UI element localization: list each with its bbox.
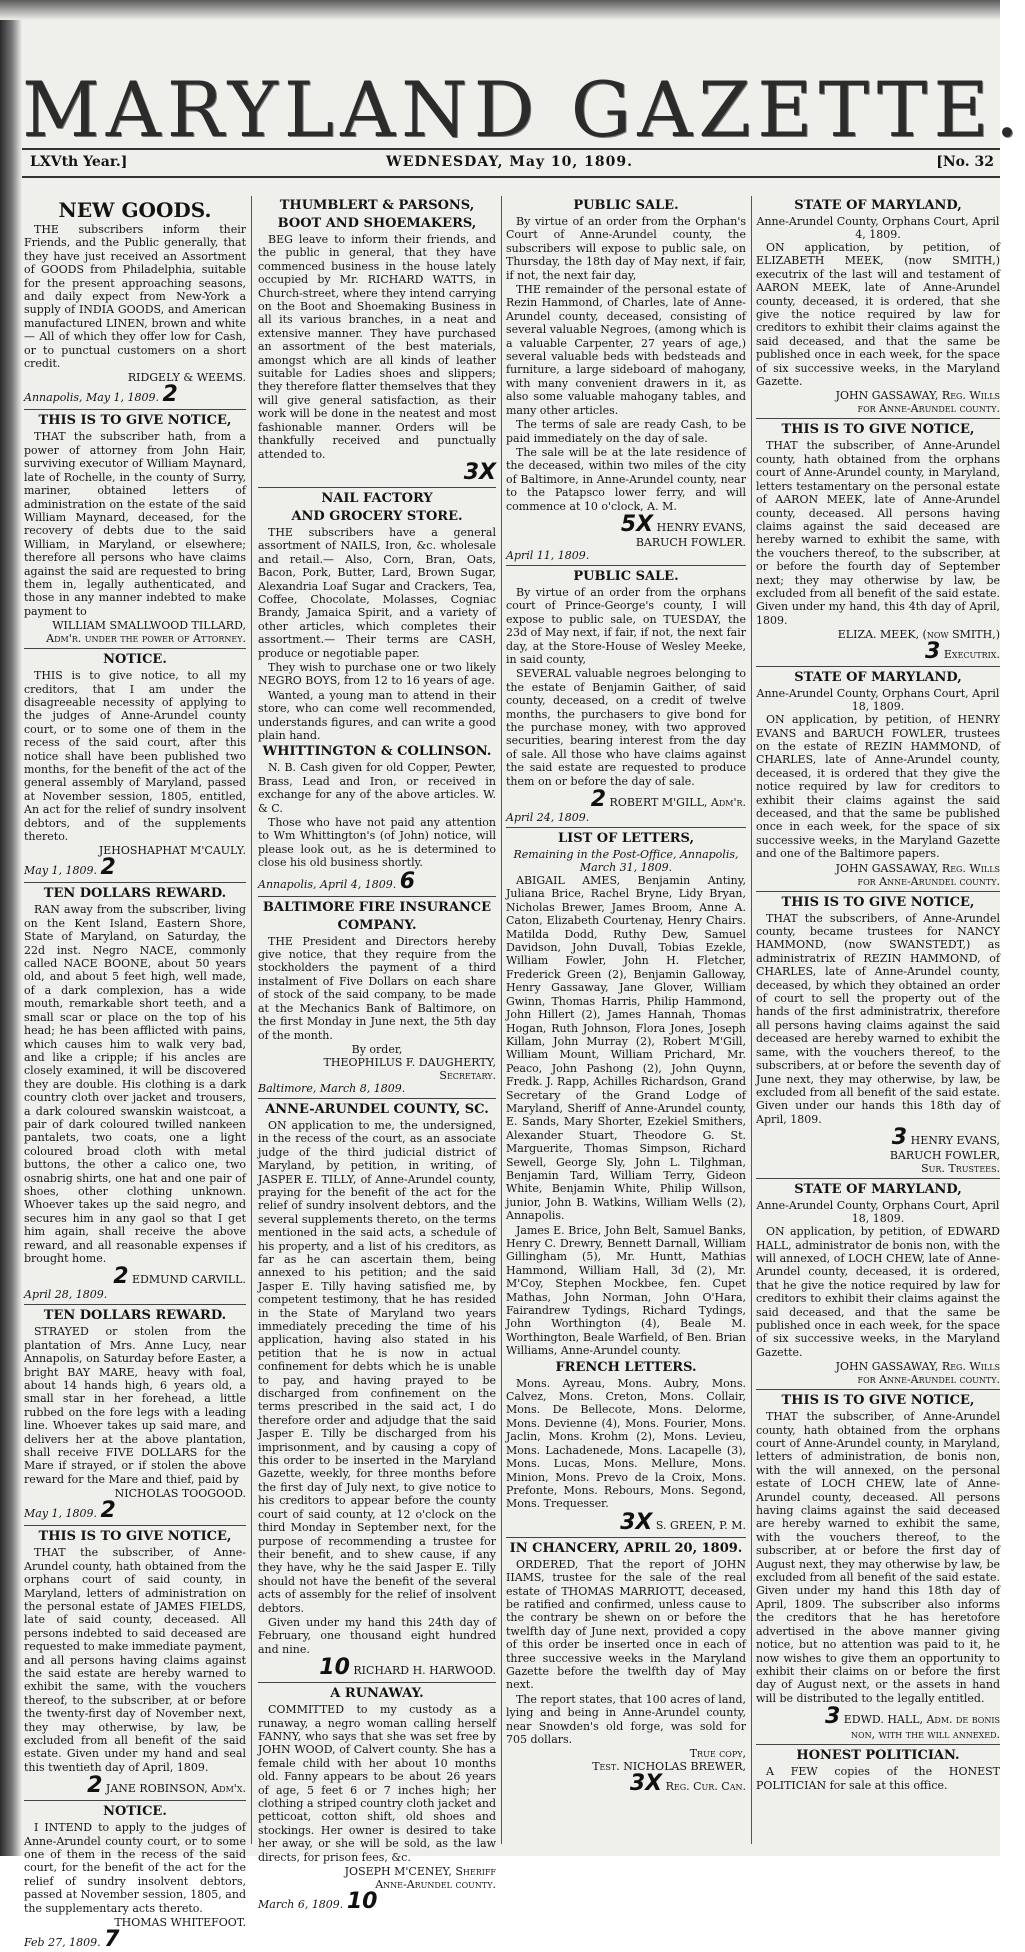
notice-date-text: May 1, 1809.: [24, 864, 98, 878]
handwritten-mark: 6: [399, 868, 416, 894]
notice-signature-3: Sur. Trustees.: [921, 1162, 1000, 1176]
fire-insurance-date: Baltimore, March 8, 1809.: [258, 1081, 406, 1095]
column-rule-1: [251, 196, 252, 1844]
letters-list: ABIGAIL AMES, Benjamin Antiny, Juliana Brice, Rachel Bryne, Lidy Bryan, Nicholas Brewer, James Broom, Anne A. Caton, Elizabeth Courtenay, Henry Chairs. Matilda Dodd, Ruthy Dew, Samuel Davidson, John Duvall, Tobias Ezekle, William Fowler, John H. Fletcher, Frederick Green (2), Benjamin Galloway, Henry Gassaway, Jane Glover, William Gwinn, Thomas Harris, Philip Hammond, John Hillert (2), James Hannah, Thomas Hogan, Ruth Johnson, Flora Jones, Joseph Killam, John Murray (2), Robert M'Gill, William Mount, William Prichard, Mr. Peaco, John Pashong (2), John Quynn, Fredk. J. Rapp, Achilles Richardson, Grand Secretary of the Grand Lodge of Maryland, Sheriff of Anne-Arundel county, E. Sands, Mary Shorter, Ezekiel Smithers, Alexander Stuart, Theodore G. St. Marguerite, Thomas Simpson, Richard Sewell, George Sly, John L. Tilghman, Benjamin Tard, William Terry, Gideon White, Benjamin White, Philip Willson, junior, John B. Watkins, William Wells (2), Annapolis.: [506, 874, 746, 1223]
chancery-heading: IN CHANCERY, APRIL 20, 1809.: [509, 1540, 743, 1556]
handwritten-mark: 2: [113, 1264, 129, 1290]
separator: [506, 1537, 746, 1538]
separator: [24, 1800, 246, 1801]
french-letters-signature-text: S. GREEN, P. M.: [655, 1518, 746, 1532]
notice-signature-sub-text: Executrix.: [943, 648, 1000, 662]
notice-signature-sub: Adm'r. under the power of Attorney.: [46, 632, 246, 646]
notice-body: THAT the subscriber, of Anne-Arundel county, hath obtained from the orphans court of said county, in Maryland, letters of administration on the personal estate of JAMES FIELDS, late of said county, deceased. All persons indebted to said deceased are requested to make immediate payment, and all persons having claims against the said estate are hereby warned to exhibit the same, with the vouchers thereof, to the subscriber, at or before the twenty-first day of November next, they may otherwise, by law, be excluded from all benefit of the said estate. Given under my hand and seal this twentieth day of April, 1809.: [24, 1546, 246, 1774]
state-subheading: Anne-Arundel County, Orphans Court, April 4, 1809.: [756, 215, 1000, 241]
notice-heading: THIS IS TO GIVE NOTICE,: [38, 1529, 232, 1545]
public-sale-date: April 24, 1809.: [506, 811, 590, 825]
notice-heading: NOTICE.: [103, 1804, 167, 1820]
masthead-title: MARYLAND GAZETTE.: [22, 65, 1025, 154]
politician-heading: HONEST POLITICIAN.: [796, 1748, 960, 1764]
reward-signature: [24, 1266, 246, 1288]
notice-date: [24, 1929, 246, 1951]
column-2: [258, 196, 496, 1915]
runaway-date: [258, 1891, 496, 1913]
column-1: [24, 196, 246, 1952]
fire-insurance-signature-title: Secretary.: [439, 1068, 496, 1082]
notice-signature: [756, 1706, 1000, 1728]
public-sale-intro: By virtue of an order from the Orphan's Court of Anne-Arundel county, the subscribers will expose to public sale, on Thursday, the 18th day of May next, if fair, if not, the next fair day,: [506, 215, 746, 282]
public-sale-signature: [506, 511, 746, 537]
nail-factory-body-3: Wanted, a young man to attend in their store, who can come well recommended, understands figures, and can write a good plain hand.: [258, 688, 496, 742]
thumblert-subheading: BOOT AND SHOEMAKERS,: [277, 216, 477, 231]
state-signature-sub: for Anne-Arundel county.: [857, 874, 1000, 888]
separator: [506, 565, 746, 566]
volume-year: LXVth Year.]: [30, 154, 128, 170]
runaway-body: COMMITTED to my custody as a runaway, a negro woman calling herself FANNY, who says that she was set free by JOHN WOOD, of Calvert county. She has a female child with her about 10 months old. Fanny appears to be about 26 years of age, 5 feet 6 or 7 inches high; her clothing a striped country cloth jacket and petticoat, cotton shift, old shoes and stockings. Her owner is desired to take her away, or she will be sold, as the law directs, for prison fees, &c.: [258, 1703, 496, 1864]
handwritten-mark: 2: [590, 787, 607, 813]
reward-body: STRAYED or stolen from the plantation of Mrs. Anne Lucy, near Annapolis, on Saturday before Easter, a bright BAY MARE, heavy with foal, about 14 hands high, 6 years old, a small star in her forehead, a little rubbed on the fore legs with a leading line. Whoever takes up said mare, and delivers her at the above plantation, shall receive FIVE DOLLARS for the Mare if strayed, or if stolen the above reward for the Mare and thief, paid by: [24, 1325, 246, 1486]
reward-heading: TEN DOLLARS REWARD.: [43, 886, 227, 902]
french-letters-list: Mons. Ayreau, Mons. Aubry, Mons. Calvez, Mons. Creton, Mons. Collair, Mons. De Bellecote, Mons. Delorme, Mons. Devienne (4), Mons. Fourier, Mons. Jaclin, Mons. Krohm (2), Mons. Levieu, Mons. Lachadenede, Mons. Lacapelle (3), Mons. Lucas, Mons. Mellure, Mons. Minion, Mons. Prevo de la Croix, Mons. Prefonte, Mons. Rebours, Mons. Segond, Mons. Trequesser.: [506, 1376, 746, 1511]
new-goods-date-text: Annapolis, May 1, 1809.: [24, 391, 160, 405]
chancery-true-copy: True copy,: [689, 1747, 746, 1761]
handwritten-mark: 3X: [629, 1771, 663, 1797]
masthead-rule-bottom: [22, 176, 1000, 178]
handwritten-mark: 3X: [620, 1509, 653, 1535]
notice-heading: THIS IS TO GIVE NOTICE,: [781, 894, 975, 910]
fire-insurance-signature: THEOPHILUS F. DAUGHERTY,: [323, 1055, 496, 1069]
handwritten-mark: 5X: [620, 511, 654, 537]
runaway-date-text: March 6, 1809.: [258, 1898, 344, 1912]
handwritten-mark: 3: [925, 639, 941, 665]
anne-arundel-body: ON application to me, the undersigned, in the recess of the court, as an associate judge of the third judicial district of Maryland, by petition, in writing, of JASPER E. TILLY, of Anne-Arundel county, praying for the benefit of the act for the relief of sundry insolvent debtors, and the several supplements thereto, on the terms mentioned in the said acts, a schedule of his property, and a list of his creditors, as far as he can ascertain them, being annexed to his petition; and the said Jasper E. Tilly having satisfied me, by competent testimony, that he has resided in the State of Maryland two years immediately preceding the time of his application, having also stated in his petition that he is now in actual confinement for debts which he is unable to pay, and having prayed to be discharged from confinement on the terms prescribed in the said act, I do therefore order and adjudge that the said Jasper E. Tilly be discharged from his imprisonment, and by causing a copy of this order to be inserted in the Maryland Gazette, weekly, for three months before the first day of July next, to give notice to his creditors to appear before the county court of said county, at 12 o'clock on the third Monday in September next, for the purpose of recommending a trustee for their benefit, and to shew cause, if any they have, why he the said Jasper E. Tilly should not have the benefit of the several acts of assembly for the relief of insolvent debtors.: [258, 1118, 496, 1615]
state-body: ON application, by petition, of HENRY EVANS and BARUCH FOWLER, trustees on the estate of REZIN HAMMOND, of CHARLES, late of Anne-Arundel county, deceased, it is ordered that they give the notice required by law for creditors to exhibit their claims against the said deceased, and that the same be published once in each week, for the space of six successive weeks, in the Maryland Gazette and one of the Baltimore papers.: [756, 713, 1000, 861]
public-sale-signature-text: ROBERT M'GILL, Adm'r.: [609, 796, 746, 810]
chancery-signature-title-text: Reg. Cur. Can.: [665, 1780, 746, 1794]
nail-factory-nb: N. B. Cash given for old Copper, Pewter, Brass, Lead and Iron, or received in exchange for any of the above articles. W. & C.: [258, 761, 496, 815]
separator: [24, 409, 246, 410]
chancery-test-label: Test.: [592, 1760, 620, 1774]
notice-heading: THIS IS TO GIVE NOTICE,: [781, 1393, 975, 1409]
state-body: ON application, by petition, of EDWARD HALL, administrator de bonis non, with the will annexed, of LOCH CHEW, late of Anne-Arundel county, deceased, it is ordered, that he give the notice required by law for creditors to exhibit their claims against the said deceased, and that the same be published once in each week, for the space of six successive weeks, in the Maryland Gazette.: [756, 1225, 1000, 1359]
state-signature: JOHN GASSAWAY, Reg. Wills: [835, 1360, 1000, 1374]
letters-heading: LIST OF LETTERS,: [558, 831, 694, 847]
reward-date: [24, 1500, 246, 1522]
notice-signature: ELIZA. MEEK, (now SMITH,): [837, 628, 1000, 642]
nail-factory-note: Those who have not paid any attention to Wm Whittington's (of John) notice, will please look out, as he is determined to close his old business shortly.: [258, 816, 496, 870]
new-goods-date: [24, 384, 246, 406]
handwritten-mark: 2: [162, 382, 178, 408]
anne-arundel-signature-text: RICHARD H. HARWOOD.: [353, 1664, 496, 1678]
notice-signature: [756, 1127, 1000, 1149]
state-signature-sub: for Anne-Arundel county.: [857, 402, 1000, 416]
notice-body: THAT the subscribers, of Anne-Arundel county, became trustees for NANCY HAMMOND, (now SWANSTEDT,) as administratrix of REZIN HAMMOND, of CHARLES, late of Anne-Arundel county, deceased, by which they obtained an order of court to sell the property out of the hands of the first administratrix, therefore all persons having claims against the said deceased are hereby warned to exhibit the same, with the vouchers thereof, to the subscribers, at or before the seventh day of June next, they may otherwise, by law, be excluded from all benefit of the said estate. Given under our hands this 18th day of April, 1809.: [756, 911, 1000, 1126]
column-rule-2: [501, 196, 502, 1844]
handwritten-mark: 2: [87, 1773, 103, 1799]
separator: [24, 1304, 246, 1305]
anne-arundel-given: Given under my hand this 24th day of February, one thousand eight hundred and nine.: [258, 1615, 496, 1656]
chancery-body: ORDERED, That the report of JOHN IIAMS, trustee for the sale of the real estate of THOMAS MARRIOTT, deceased, be ratified and confirmed, unless cause to the contrary be shewn on or before the twelfth day of June next, provided a copy of this order be inserted once in each of three successive weeks in the Maryland Gazette before the twelfth day of May next.: [506, 1557, 746, 1692]
separator: [756, 666, 1000, 667]
state-heading: STATE OF MARYLAND,: [794, 198, 962, 213]
public-sale-terms: The terms of sale are ready Cash, to be paid immediately on the day of sale.: [506, 418, 746, 445]
notice-signature-text: EDWD. HALL, Adm. de bonis: [843, 1713, 1000, 1727]
nail-factory-subheading: AND GROCERY STORE.: [291, 508, 463, 524]
public-sale-heading: PUBLIC SALE.: [573, 198, 679, 213]
letters-list-county: James E. Brice, John Belt, Samuel Banks, Henry C. Drewry, Bennett Darnall, William Gillingham (5), Mr. Huntt, Mathias Hammond, William Hall, 3d (2), Mr. M'Coy, Stephen Mockbee, fen. Cupet Mathas, John Norman, John O'Hara, Fairandrew Tydings, Richard Tydings, John Worthington (4), Beale M. Worthington, Beale Warfield, of Ben. Brian Williams, Anne-Arundel county.: [506, 1223, 746, 1358]
separator: [756, 418, 1000, 419]
french-letters-heading: FRENCH LETTERS.: [555, 1359, 697, 1375]
issue-date: WEDNESDAY, May 10, 1809.: [386, 154, 634, 170]
new-goods-signature: RIDGELY & WEEMS.: [127, 371, 246, 385]
notice-signature-sub: [756, 641, 1000, 663]
state-signature: JOHN GASSAWAY, Reg. Wills: [835, 389, 1000, 403]
notice-heading: THIS IS TO GIVE NOTICE,: [38, 413, 232, 429]
nail-factory-heading: NAIL FACTORY: [321, 490, 433, 506]
notice-signature: JEHOSHAPHAT M'CAULY.: [98, 844, 246, 858]
reward-signature: NICHOLAS TOOGOOD.: [114, 1487, 246, 1501]
public-sale-body: THE remainder of the personal estate of Rezin Hammond, of Charles, late of Anne-Arundel county, deceased, consisting of several valuable Negroes, (among which is a valuable Carpenter, 27 years of age,) several valuable beds with bedsteads and furniture, a large sideboard of mahogany, with many convenient drawers in it, as also some valuable mahogany tables, and many other articles.: [506, 283, 746, 417]
new-goods-body: THE subscribers inform their Friends, and the Public generally, that they have just received an Assortment of GOODS from Philadelphia, suitable for the present approaching seasons, and daily expect from New-York a supply of INDIA GOODS, and American manufactured LINEN, brown and white — All of which they offer low for Cash, or to punctual customers on a short credit.: [24, 223, 246, 371]
handwritten-mark: 7: [104, 1927, 120, 1952]
runaway-signature: JOSEPH M'CENEY, Sheriff: [344, 1865, 496, 1879]
handwritten-mark: 10: [346, 1889, 378, 1915]
column-rule-3: [751, 196, 752, 1844]
handwritten-mark: 2: [100, 855, 116, 881]
thumblert-body: BEG leave to inform their friends, and the public in general, that they have commenced business in the house lately occupied by Mr. RICHARD WATTS, in Church-street, where they intend carrying on the Boot and Shoemaking Business in all its various branches, in a neat and extensive manner. They have purchased an assortment of the best materials, amongst which are all kinds of leather suitable for Ladies shoes and slippers; they therefore flatter themselves that they will give general satisfaction, as their work will be done in the neatest and most fashionable manner. Orders will be thankfully received and punctually attended to.: [258, 233, 496, 461]
public-sale-signature: [506, 789, 746, 811]
separator: [258, 487, 496, 488]
nail-factory-date: [258, 868, 496, 894]
separator: [756, 1744, 1000, 1745]
notice-date-text: Feb 27, 1809.: [24, 1936, 101, 1950]
fire-insurance-by-order: By order,: [351, 1042, 403, 1056]
separator: [756, 1389, 1000, 1390]
notice-signature: WILLIAM SMALLWOOD TILLARD,: [52, 619, 246, 633]
anne-arundel-signature: [258, 1657, 496, 1679]
notice-body: THAT the subscriber, of Anne-Arundel county, hath obtained from the orphans court of Anne-Arundel county, in Maryland, letters of administration, de bonis non, with the will annexed, on the personal estate of LOCH CHEW, late of Anne-Arundel county, deceased. All persons having claims against the said deceased are hereby warned to exhibit the same, with the vouchers thereof, to the subscriber, at or before the first day of August next, they may otherwise by law, be excluded from all benefit of the said estate. Given under my hand this 18th day of April, 1809. The subscriber also informs the creditors that he has heretofore advertised in the above manner giving notice, but no attention was paid to it, he now wishes to give them an opportunity to exhibit their claims on or before the first day of August next, or the assets in hand will be distributed to the legally entitled.: [756, 1410, 1000, 1705]
handwritten-mark: 3X: [463, 459, 496, 485]
thumblert-heading: THUMBLERT & PARSONS,: [279, 198, 475, 213]
separator: [24, 648, 246, 649]
state-heading: STATE OF MARYLAND,: [794, 1182, 962, 1198]
notice-body: THAT the subscriber hath, from a power of attorney from John Hair, surviving executor of William Maynard, late of Rochelle, in the county of Surry, mariner, obtained letters of administration on the estate of the said William Maynard, deceased, for the recovery of debts due to the said William, in Maryland, or elsewhere; therefore all persons who have claims against the said are requested to bring them in, legally authenticated, and those in any manner indebted to make payment to: [24, 430, 246, 618]
notice-signature-2: BARUCH FOWLER,: [889, 1149, 1000, 1163]
chancery-body-2: The report states, that 100 acres of land, lying and being in Anne-Arundel county, near Snowden's old forge, was sold for 705 dollars.: [506, 1692, 746, 1746]
reward-date-text: May 1, 1809.: [24, 1507, 98, 1521]
state-signature-sub: for Anne-Arundel county.: [857, 1373, 1000, 1387]
runaway-heading: A RUNAWAY.: [330, 1686, 424, 1702]
chancery-signature: [506, 1760, 746, 1773]
notice-body: THIS is to give notice, to all my creditors, that I am under the disagreeable necessity of applying to the judges of Anne-Arundel county court, or to some one of them in the recess of the said court, after this notice shall have been published two months, for the benefit of the act of the general assembly of Maryland, passed at November session, 1805, entitled, An act for the relief of sundry insolvent debtors, and of the supplements thereto.: [24, 669, 246, 844]
notice-signature-text: JANE ROBINSON, Adm'x.: [105, 1782, 246, 1796]
separator: [258, 896, 496, 897]
reward-heading: TEN DOLLARS REWARD.: [43, 1308, 227, 1324]
notice-date: [24, 857, 246, 879]
public-sale-intro: By virtue of an order from the orphans court of Prince-George's county, I will expose to public sale, on TUESDAY, the 23d of May next, if fair, if not, the next fair day, at the Store-House of Wesley Meeke, in said county,: [506, 585, 746, 666]
thumblert-mark: [258, 459, 496, 485]
dateline: [22, 150, 1000, 174]
notice-signature: THOMAS WHITEFOOT.: [114, 1916, 246, 1930]
public-sale-date: April 11, 1809.: [506, 548, 590, 562]
fire-insurance-subheading: COMPANY.: [337, 917, 417, 933]
reward-body: RAN away from the subscriber, living on the Kent Island, Eastern Shore, State of Maryland, on Saturday, the 22d inst. Negro NACE, commonly called NACE BOONE, about 50 years old, and about 5 feet high, well made, of a dark complexion, has a wide mouth, remarkable short teeth, and a small scar or place on the top of his head; he has been afflicted with pains, which causes him to walk very bad, and like a cripple; if his ancles are closely examined, it will be discovered they are double. His clothing is a dark country cloth over jacket and trousers, a dark coloured swanskin waistcoat, a pair of dark coloured twilled nankeen pantalets, two coats, one a light coloured broad cloth with metal buttons, the other a calico one, two osnabrig shirts, one hat and one pair of shoes, other clothing unknown. Whoever takes up the said negro, and secures him in any gaol so that I get him again, shall receive the above reward, and all reasonable expenses if brought home.: [24, 903, 246, 1265]
separator: [756, 891, 1000, 892]
notice-signature-text: HENRY EVANS,: [910, 1134, 1000, 1148]
public-sale-signature-2: BARUCH FOWLER.: [635, 535, 746, 549]
public-sale-heading: PUBLIC SALE.: [573, 568, 679, 584]
separator: [258, 1098, 496, 1099]
new-goods-heading: NEW GOODS.: [58, 198, 212, 222]
separator: [24, 1525, 246, 1526]
french-letters-signature: [506, 1509, 746, 1535]
notice-body: I INTEND to apply to the judges of Anne-Arundel county court, or to some one of them in the recess of the said court, for the benefit of the act for the relief of sundry insolvent debtors, passed at November session, 1805, and the supplementary acts thereto.: [24, 1821, 246, 1915]
column-4: [756, 196, 1000, 1844]
notice-signature-sub: non, with the will annexed.: [851, 1728, 1000, 1742]
fire-insurance-body: THE President and Directors hereby give notice, that they require from the stockholders the payment of a third instalment of Five Dollars on each share of stock of the said company, to be made at the Mechanics Bank of Baltimore, on the first Monday in June next, the 5th day of the month.: [258, 934, 496, 1042]
handwritten-mark: 2: [100, 1498, 116, 1524]
state-body: ON application, by petition, of ELIZABETH MEEK, (now SMITH,) executrix of the last will and testament of AARON MEEK, late of Anne-Arundel county, deceased, it is ordered, that she give the notice required by law for creditors to exhibit their claims against the said deceased, and that the same be published once in each week, for the space of six successive weeks, in the Maryland Gazette.: [756, 241, 1000, 389]
scan-edge-shadow: [0, 0, 22, 1856]
nail-factory-body: THE subscribers have a general assortment of NAILS, Iron, &c. wholesale and retail.— Also, Corn, Bran, Oats, Bacon, Pork, Butter, Lard, Brown Sugar, Alexandria Loaf Sugar and Crackers, Tea, Coffee, Chocolate, Molasses, Cogniac Brandy, Jamaica Spirit, and a variety of other articles, which completes their assortment.— Their terms are CASH, produce or negotiable paper.: [258, 525, 496, 660]
state-subheading: Anne-Arundel County, Orphans Court, April 18, 1809.: [756, 1199, 1000, 1226]
scan-top-shadow: [0, 0, 1000, 20]
notice-body: THAT the subscriber, of Anne-Arundel county, hath obtained from the orphans court of Anne-Arundel county, in Maryland, letters testamentary on the personal estate of AARON MEEK, late of Anne-Arundel county, deceased. All persons having claims against the said deceased are hereby warned to exhibit the same, with the vouchers thereof, to the subscriber, at or before the fourth day of September next; they may otherwise by law, be excluded from all benefit of the said estate. Given under my hand, this 4th day of April, 1809.: [756, 439, 1000, 627]
fire-insurance-heading: BALTIMORE FIRE INSURANCE: [262, 899, 492, 915]
handwritten-mark: 10: [319, 1655, 350, 1681]
reward-signature-text: EDMUND CARVILL.: [132, 1273, 246, 1287]
state-heading: STATE OF MARYLAND,: [794, 670, 962, 686]
notice-signature: [24, 1775, 246, 1797]
separator: [258, 1682, 496, 1683]
nail-factory-signature: WHITTINGTON & COLLINSON.: [262, 744, 492, 760]
separator: [756, 1178, 1000, 1179]
state-signature: JOHN GASSAWAY, Reg. Wills: [835, 861, 1000, 875]
issue-number: [No. 32: [936, 154, 994, 170]
letters-subheading: Remaining in the Post-Office, Annapolis, March 31, 1809.: [513, 848, 739, 875]
public-sale-place: The sale will be at the late residence of the deceased, within two miles of the city of Baltimore, in Anne-Arundel county, near to the Patapsco lower ferry, and will commence at 10 o'clock, A. M.: [506, 445, 746, 513]
column-3: [506, 196, 746, 1844]
public-sale-signature-text: HENRY EVANS,: [656, 520, 746, 534]
nail-factory-date-text: Annapolis, April 4, 1809.: [258, 877, 397, 891]
separator: [506, 827, 746, 828]
anne-arundel-heading: ANNE-ARUNDEL COUNTY, SC.: [265, 1101, 489, 1117]
nail-factory-body-2: They wish to purchase one or two likely NEGRO BOYS, from 12 to 16 years of age.: [258, 660, 496, 688]
runaway-signature-sub: Anne-Arundel county.: [375, 1878, 496, 1892]
notice-heading: NOTICE.: [103, 652, 167, 668]
reward-date: April 28, 1809.: [24, 1288, 108, 1302]
state-subheading: Anne-Arundel County, Orphans Court, April 18, 1809.: [756, 687, 1000, 714]
public-sale-body: SEVERAL valuable negroes belonging to the estate of Benjamin Gaither, of said county, deceased, on a credit of twelve months, the purchasers to give bond for the purchase money, with two approved securities, bearing interest from the day of sale. All those who have claims against the said estate are requested to produce them on or before the day of sale.: [506, 667, 746, 788]
handwritten-mark: 3: [824, 1704, 841, 1730]
politician-body: A FEW copies of the HONEST POLITICIAN for sale at this office.: [756, 1765, 1000, 1792]
chancery-signature-text: NICHOLAS BREWER,: [623, 1760, 746, 1774]
chancery-signature-title: [506, 1773, 746, 1795]
handwritten-mark: 3: [891, 1125, 908, 1151]
notice-heading: THIS IS TO GIVE NOTICE,: [781, 422, 975, 438]
separator: [24, 882, 246, 883]
